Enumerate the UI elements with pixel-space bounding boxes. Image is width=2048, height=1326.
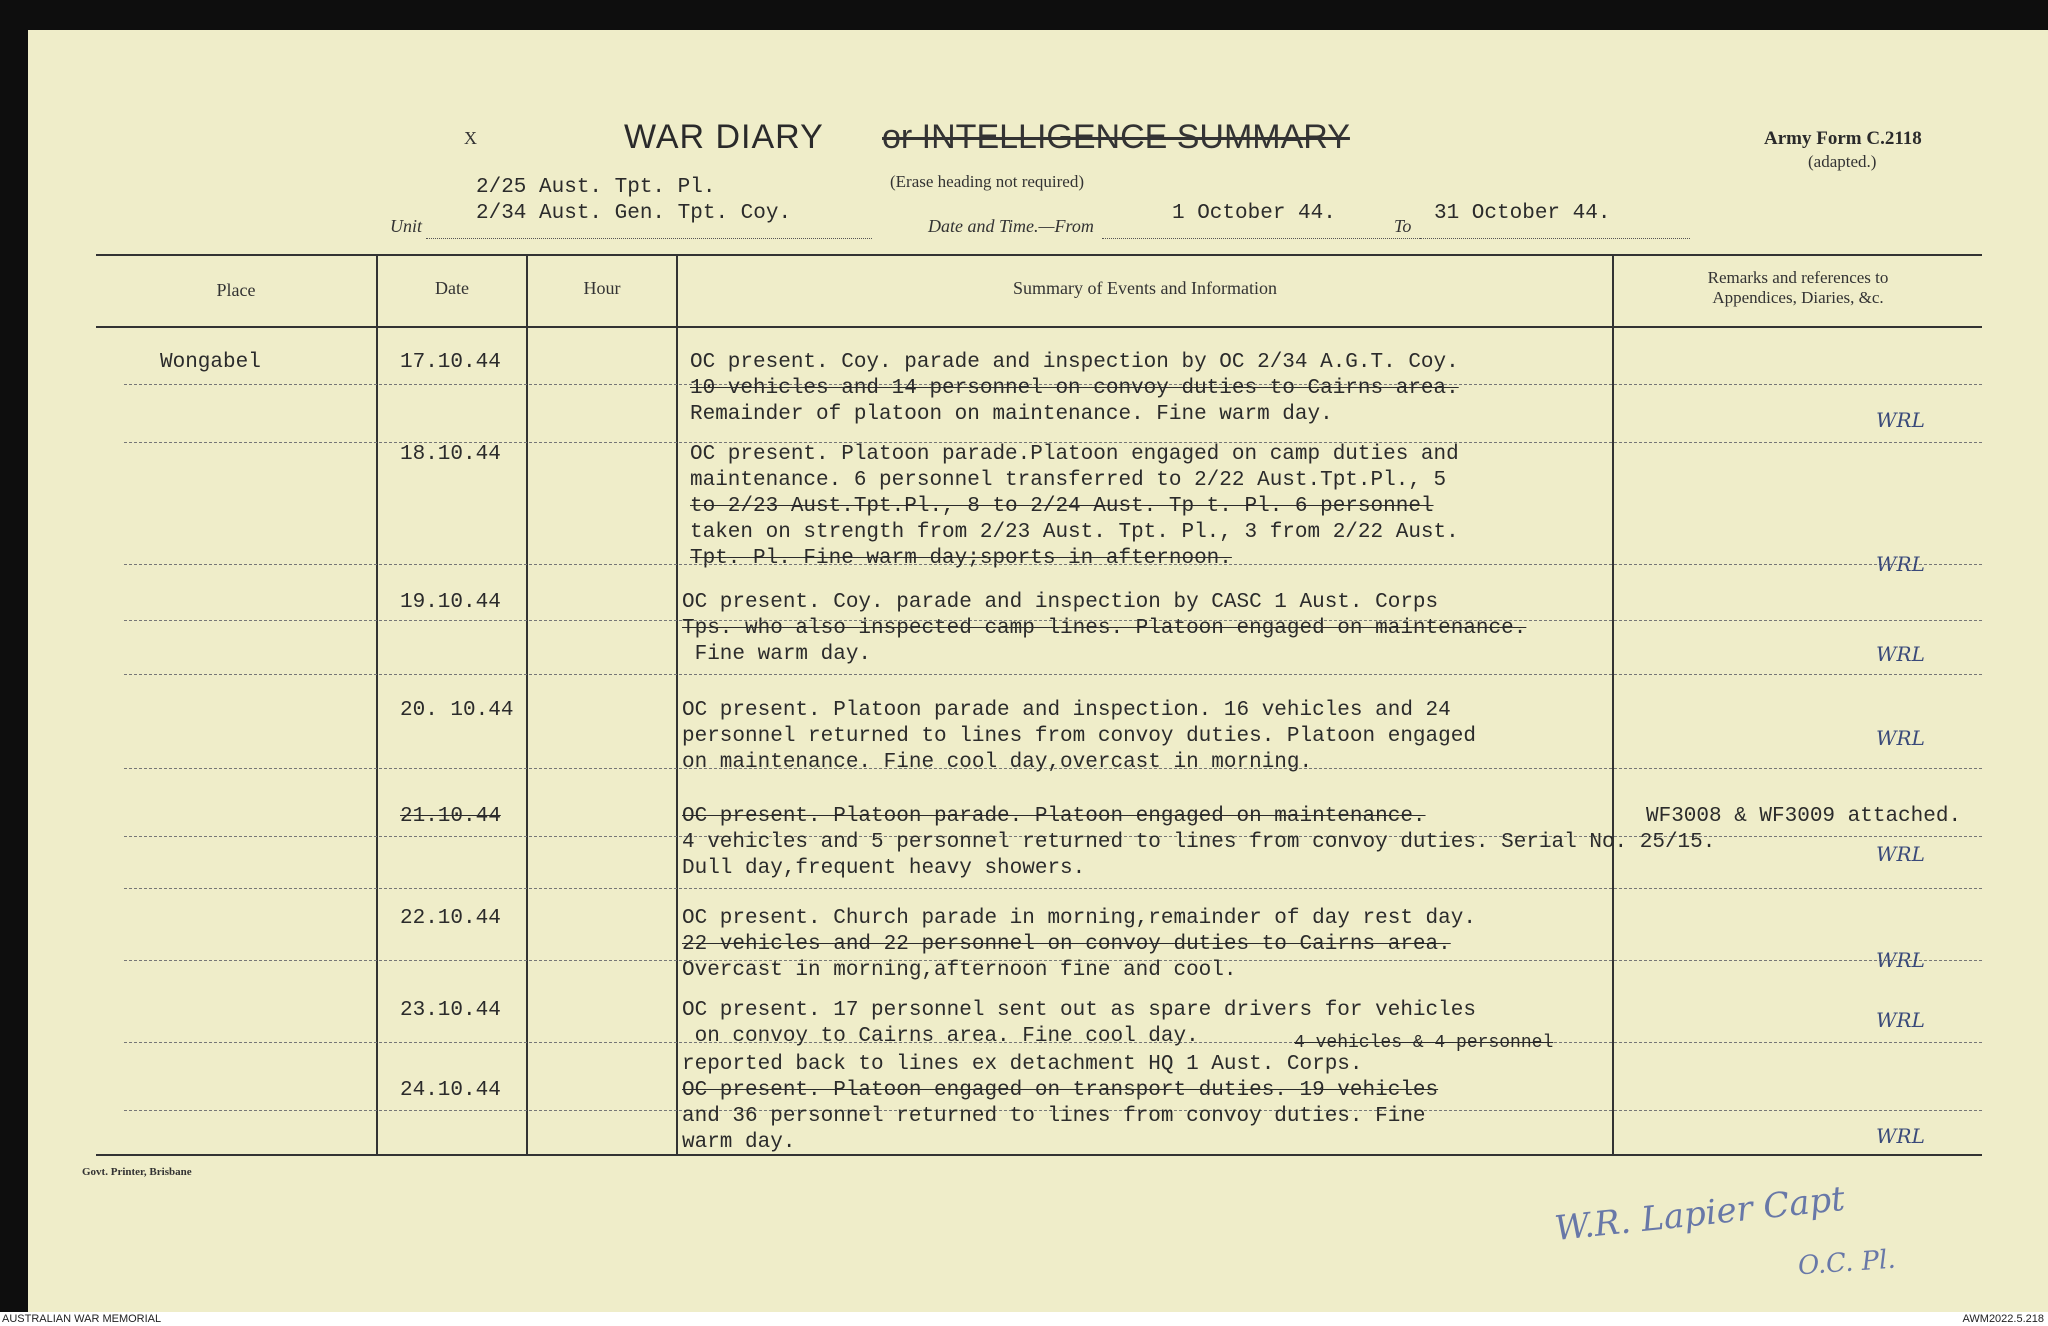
header-remarks-line-2: Appendices, Diaries, &c. bbox=[1712, 288, 1884, 307]
entry-line: personnel returned to lines from convoy duties. Platoon engaged bbox=[682, 725, 1476, 748]
archive-name: AUSTRALIAN WAR MEMORIAL bbox=[2, 1313, 162, 1325]
table-top-border bbox=[96, 254, 1982, 256]
entry-line: and 36 personnel returned to lines from convoy duties. Fine bbox=[682, 1105, 1426, 1128]
entry-line: Dull day,frequent heavy showers. bbox=[682, 857, 1086, 880]
entry-date-21: 21.10.44 bbox=[400, 805, 501, 828]
entry-line: Tps. who also inspected camp lines. Platoon engaged on maintenance. bbox=[682, 617, 1527, 640]
remarks-initials: WRL bbox=[1876, 408, 1925, 432]
entry-date-22: 22.10.44 bbox=[400, 907, 501, 930]
remarks-initials: WRL bbox=[1876, 1008, 1925, 1032]
row-rule bbox=[124, 674, 1982, 675]
row-rule bbox=[124, 888, 1982, 889]
entry-date-23: 23.10.44 bbox=[400, 999, 501, 1022]
archive-reference: AWM2022.5.218 bbox=[1962, 1313, 2044, 1325]
col-divider-hour bbox=[676, 254, 678, 1154]
entry-line: Overcast in morning,afternoon fine and cool. bbox=[682, 959, 1237, 982]
to-dotted-line bbox=[1420, 238, 1690, 239]
entry-line: OC present. Platoon parade.Platoon engaged on camp duties and bbox=[690, 443, 1459, 466]
header-date: Date bbox=[435, 278, 469, 298]
remarks-initials: WRL bbox=[1876, 842, 1925, 866]
remarks-initials: WRL bbox=[1876, 1124, 1925, 1148]
entry-line: Fine warm day. bbox=[682, 643, 872, 666]
header-place: Place bbox=[216, 280, 256, 300]
entry-line: OC present. Church parade in morning,remainder of day rest day. bbox=[682, 907, 1476, 930]
x-mark: X bbox=[464, 128, 477, 148]
unit-dotted-line bbox=[426, 238, 872, 239]
entry-line: OC present. Platoon engaged on transport duties. 19 vehicles bbox=[682, 1079, 1439, 1102]
entry-line: taken on strength from 2/23 Aust. Tpt. Pl., 3 from 2/22 Aust. bbox=[690, 521, 1459, 544]
entry-line: Tpt. Pl. Fine warm day;sports in afternoon. bbox=[690, 547, 1232, 570]
remarks-initials: WRL bbox=[1876, 642, 1925, 666]
remarks-initials: WRL bbox=[1876, 552, 1925, 576]
to-date: 31 October 44. bbox=[1434, 202, 1611, 225]
erase-note: (Erase heading not required) bbox=[890, 172, 1084, 191]
entry-line: on maintenance. Fine cool day,overcast in morning. bbox=[682, 751, 1313, 774]
signature-role: O.C. Pl. bbox=[1797, 1244, 1897, 1282]
remarks-initials: WRL bbox=[1876, 726, 1925, 750]
entry-line: OC present. Coy. parade and inspection by CASC 1 Aust. Corps bbox=[682, 591, 1439, 614]
entry-date-19: 19.10.44 bbox=[400, 591, 501, 614]
unit-line-1: 2/25 Aust. Tpt. Pl. bbox=[476, 176, 716, 199]
printer-imprint: Govt. Printer, Brisbane bbox=[82, 1166, 192, 1178]
entry-line: OC present. Platoon parade and inspection. 16 vehicles and 24 bbox=[682, 699, 1451, 722]
table-header-border bbox=[96, 326, 1982, 328]
entry-line: OC present. Coy. parade and inspection by OC 2/34 A.G.T. Coy. bbox=[690, 351, 1459, 374]
struck-heading: or INTELLIGENCE SUMMARY bbox=[882, 118, 1350, 156]
remarks-attachment: WF3008 & WF3009 attached. bbox=[1646, 805, 1962, 828]
diary-page bbox=[28, 30, 2048, 1312]
entry-date-18: 18.10.44 bbox=[400, 443, 501, 466]
entry-date-17: 17.10.44 bbox=[400, 351, 501, 374]
signature: W.R. Lapier Capt bbox=[1552, 1178, 1847, 1250]
entry-date-24: 24.10.44 bbox=[400, 1079, 501, 1102]
unit-line-2: 2/34 Aust. Gen. Tpt. Coy. bbox=[476, 202, 792, 225]
entry-addendum: 4 vehicles & 4 personnel bbox=[1294, 1033, 1554, 1053]
army-form-adapted: (adapted.) bbox=[1808, 152, 1877, 171]
from-dotted-line bbox=[1102, 238, 1420, 239]
col-divider-place bbox=[376, 254, 378, 1154]
header-summary: Summary of Events and Information bbox=[1013, 278, 1277, 298]
entry-line: Remainder of platoon on maintenance. Fine warm day. bbox=[690, 403, 1333, 426]
entry-line: warm day. bbox=[682, 1131, 796, 1154]
entry-line: reported back to lines ex detachment HQ 1 Aust. Corps. bbox=[682, 1053, 1363, 1076]
from-date: 1 October 44. bbox=[1172, 202, 1336, 225]
entry-line: to 2/23 Aust.Tpt.Pl., 8 to 2/24 Aust. Tp t. Pl. 6 personnel bbox=[690, 495, 1434, 518]
archive-footer bbox=[0, 1312, 2048, 1326]
entry-line: 4 vehicles and 5 personnel returned to lines from convoy duties. Serial No. 25/15. bbox=[682, 831, 1716, 854]
header-remarks-line-1: Remarks and references to bbox=[1707, 268, 1889, 287]
to-label: To bbox=[1394, 216, 1412, 236]
entry-line: 10 vehicles and 14 personnel on convoy duties to Cairns area. bbox=[690, 377, 1459, 400]
entry-date-20: 20. 10.44 bbox=[400, 699, 514, 722]
remarks-initials: WRL bbox=[1876, 948, 1925, 972]
table-bottom-border bbox=[96, 1154, 1982, 1156]
entry-line: OC present. 17 personnel sent out as spare drivers for vehicles bbox=[682, 999, 1476, 1022]
entry-line: OC present. Platoon parade. Platoon engaged on maintenance. bbox=[682, 805, 1426, 828]
col-divider-summary bbox=[1612, 254, 1614, 1154]
unit-label: Unit bbox=[390, 216, 423, 236]
entry-line: 22 vehicles and 22 personnel on convoy duties to Cairns area. bbox=[682, 933, 1451, 956]
page-title: WAR DIARY bbox=[624, 118, 824, 156]
army-form-number: Army Form C.2118 bbox=[1764, 128, 1922, 149]
entry-line: on convoy to Cairns area. Fine cool day. bbox=[682, 1025, 1199, 1048]
header-hour: Hour bbox=[583, 278, 621, 298]
col-divider-date bbox=[526, 254, 528, 1154]
entry-line: maintenance. 6 personnel transferred to 2/22 Aust.Tpt.Pl., 5 bbox=[690, 469, 1447, 492]
date-time-label: Date and Time.—From bbox=[928, 216, 1094, 236]
place-value: Wongabel bbox=[160, 351, 261, 374]
